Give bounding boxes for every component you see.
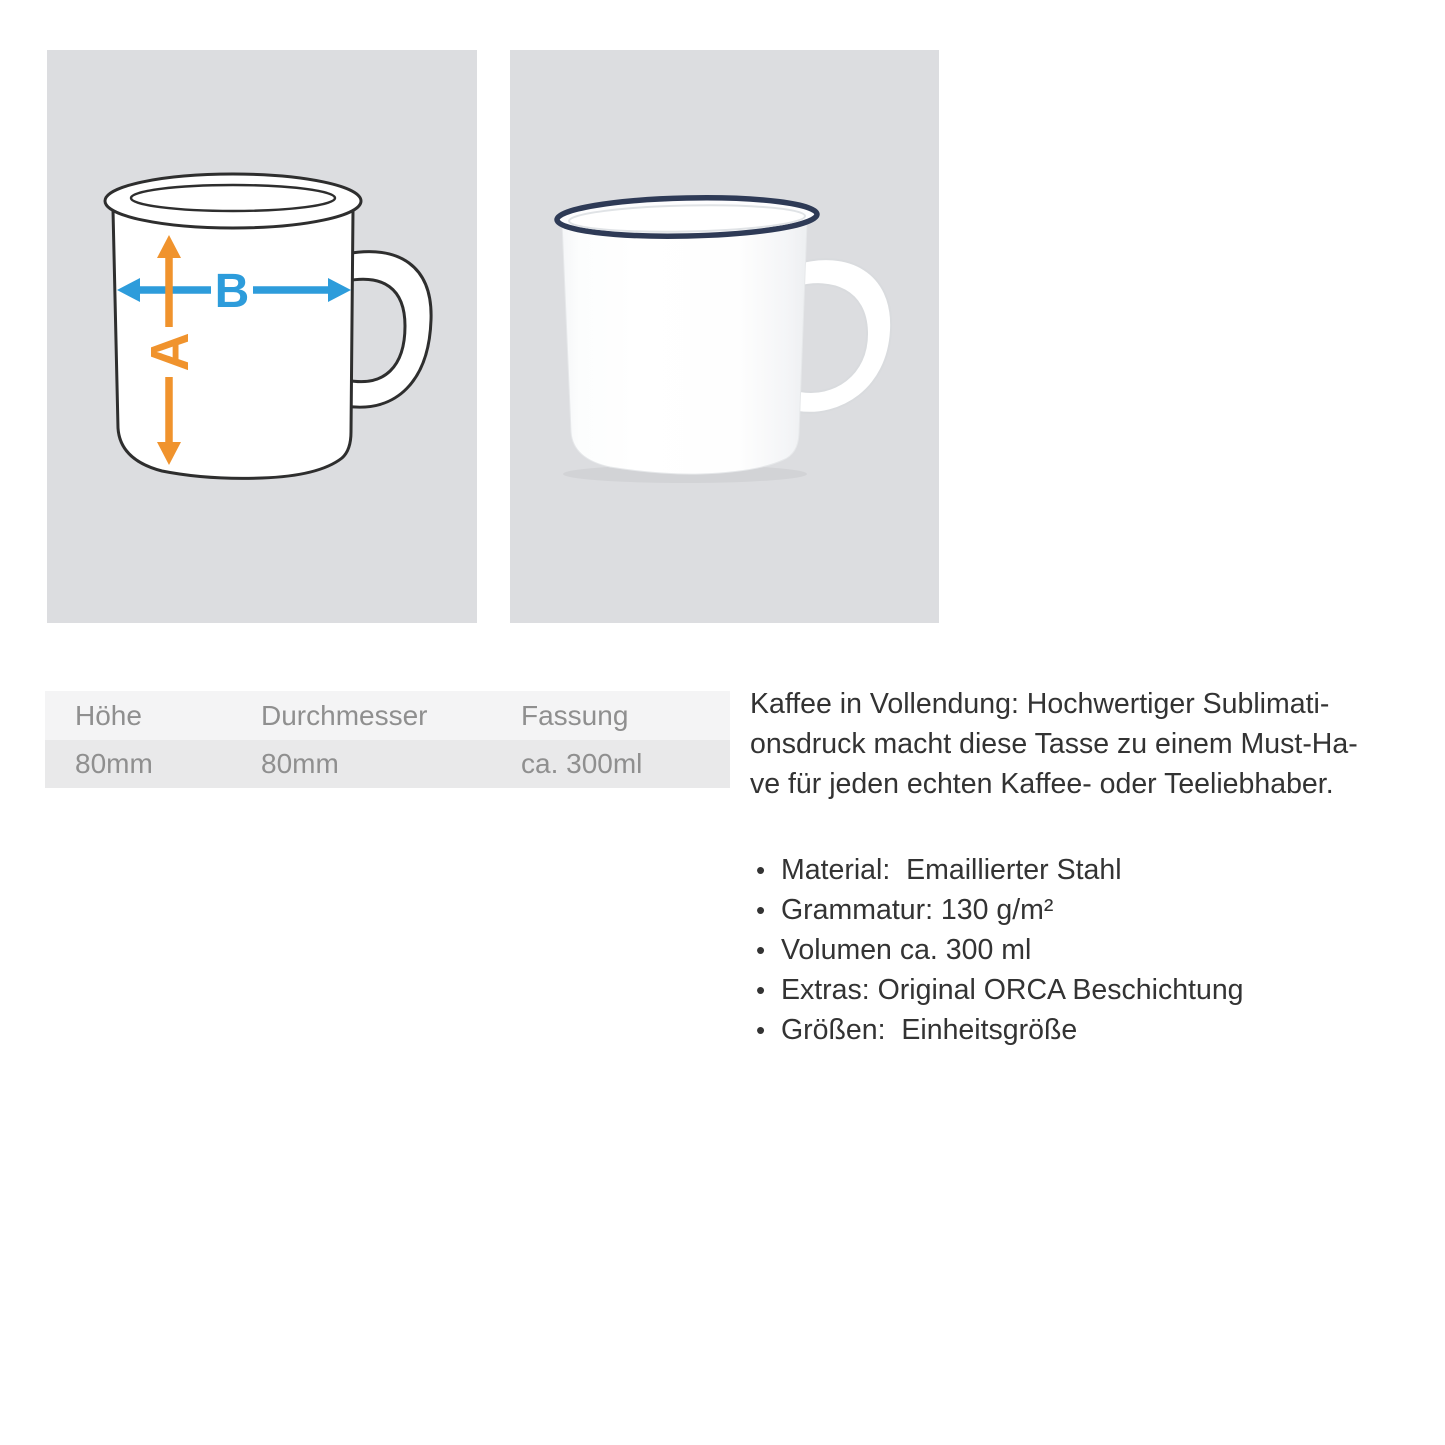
intro-line: ve für jeden echten Kaffee- oder Teeliebhaber. xyxy=(750,768,1334,800)
product-photo-panel xyxy=(510,50,939,623)
diagram-mug-opening xyxy=(131,185,335,211)
diameter-label: B xyxy=(214,265,250,318)
bullet-icon: • xyxy=(756,855,766,885)
photo-mug-body xyxy=(562,222,807,474)
table-value-row xyxy=(45,740,730,788)
list-item xyxy=(750,850,1445,890)
bullet-icon: • xyxy=(756,975,766,1005)
description-intro xyxy=(750,684,1445,804)
intro-line: Kaffee in Vollendung: Hochwertiger Sublimati- xyxy=(750,688,1330,720)
diagram-mug-handle xyxy=(345,252,431,408)
intro-line: onsdruck macht diese Tasse zu einem Must-Ha- xyxy=(750,728,1358,760)
bullet-icon: • xyxy=(756,935,766,965)
bullet-icon: • xyxy=(756,895,766,925)
value-durchmesser: 80mm xyxy=(261,748,339,779)
value-hoehe: 80mm xyxy=(75,748,153,779)
feature-text: Extras: Original ORCA Beschichtung xyxy=(781,974,1244,1006)
feature-list xyxy=(750,850,1445,1050)
height-label: A xyxy=(140,332,200,372)
column-header-durchmesser: Durchmesser xyxy=(261,700,428,731)
table-header-row xyxy=(45,691,730,740)
feature-text: Grammatur: 130 g/m² xyxy=(781,894,1054,926)
dimensions-table xyxy=(45,691,730,788)
size-diagram-panel xyxy=(47,50,477,623)
feature-text: Volumen ca. 300 ml xyxy=(781,934,1032,966)
mug-size-diagram xyxy=(47,50,477,623)
bullet-icon: • xyxy=(756,1015,766,1045)
value-fassung: ca. 300ml xyxy=(521,748,643,779)
photo-mug-handle xyxy=(795,259,891,413)
list-item xyxy=(750,1010,1445,1050)
column-header-hoehe: Höhe xyxy=(75,700,142,731)
enamel-mug-photo xyxy=(510,50,939,623)
feature-text: Größen: Einheitsgröße xyxy=(781,1014,1078,1046)
list-item xyxy=(750,930,1445,970)
product-description xyxy=(750,684,1445,1050)
feature-text: Material: Emaillierter Stahl xyxy=(781,854,1122,886)
list-item xyxy=(750,890,1445,930)
column-header-fassung: Fassung xyxy=(521,700,629,731)
list-item xyxy=(750,970,1445,1010)
